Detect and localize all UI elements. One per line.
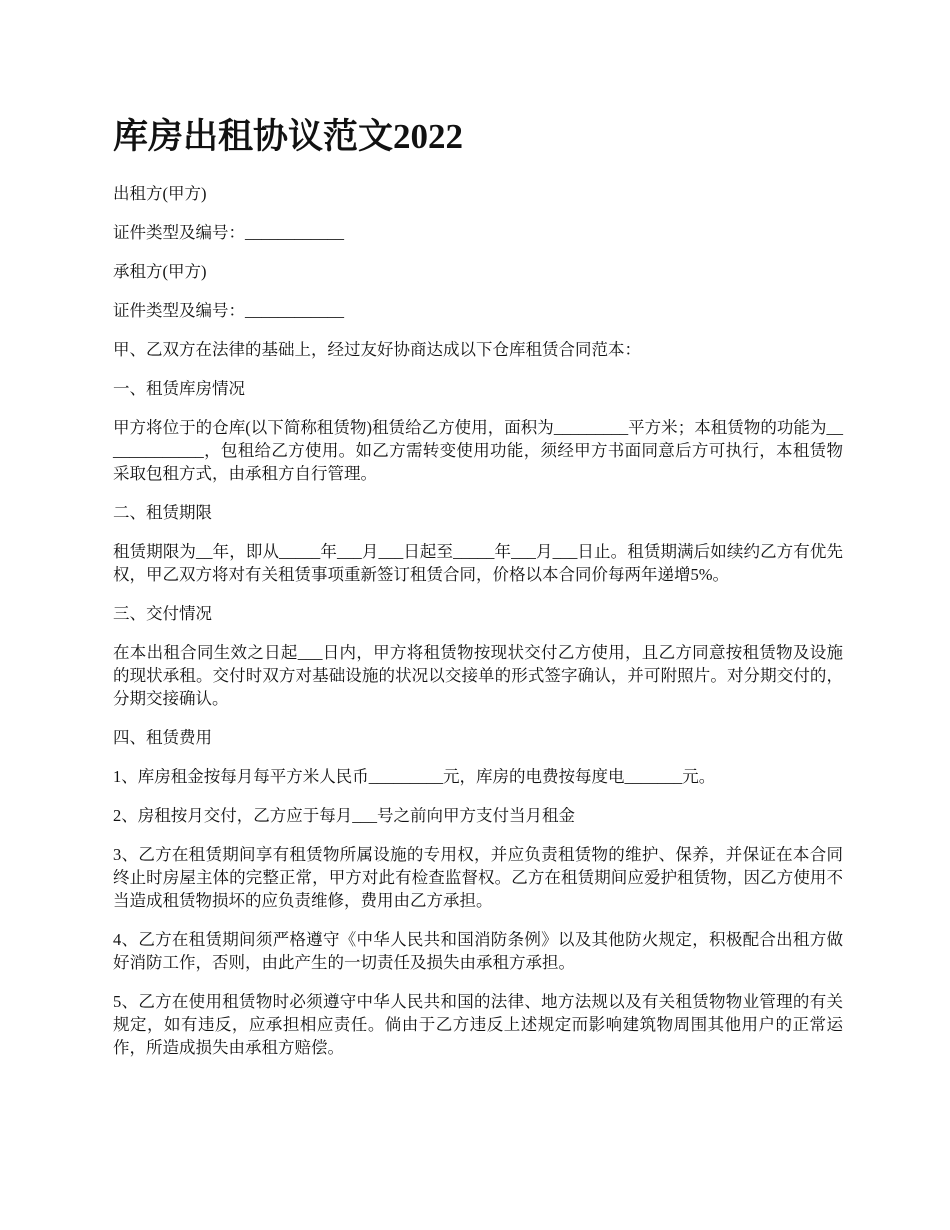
clause-4-4: 4、乙方在租赁期间须严格遵守《中华人民共和国消防条例》以及其他防火规定，积极配合出租方做好消防工作，否则，由此产生的一切责任及损失由承租方承担。 [113,930,843,972]
section-body-3: 在本出租合同生效之日起___日内，甲方将租赁物按现状交付乙方使用，且乙方同意按租赁物及设施的现状承租。交付时双方对基础设施的状况以交接单的形式签字确认，并可附照片。对分期交付的，分期交接确认。 [113,643,843,708]
section-body-1: 甲方将位于的仓库(以下简称租赁物)租赁给乙方使用，面积为_________平方米；本租赁物的功能为_____________，包租给乙方使用。如乙方需转变使用功能，须经甲方书面同意后方可执行，本租赁物采取包租方式，由承租方自行管理。 [113,418,843,483]
lessee-label: 承租方(甲方) [113,262,207,281]
section-heading-1: 一、租赁库房情况 [113,379,245,398]
section-heading-4: 四、租赁费用 [113,728,212,747]
section-heading-2: 二、租赁期限 [113,503,212,522]
clause-4-5: 5、乙方在使用租赁物时必须遵守中华人民共和国的法律、地方法规以及有关租赁物物业管理的有关规定，如有违反，应承担相应责任。倘由于乙方违反上述规定而影响建筑物周围其他用户的正常运作，所造成损失由承租方赔偿。 [113,992,843,1057]
clause-4-2: 2、房租按月交付，乙方应于每月___号之前向甲方支付当月租金 [113,806,575,825]
lessee-id-line: 证件类型及编号：____________ [113,301,344,320]
clause-4-1: 1、库房租金按每月每平方米人民币_________元，库房的电费按每度电_______元。 [113,767,716,786]
document-title: 库房出租协议范文2022 [113,117,464,156]
section-heading-3: 三、交付情况 [113,604,212,623]
section-body-2: 租赁期限为__年，即从_____年___月___日起至_____年___月___日止。租赁期满后如续约乙方有优先权，甲乙双方将对有关租赁事项重新签订租赁合同，价格以本合同价每两年递增5%。 [113,542,843,584]
lessor-label: 出租方(甲方) [113,184,207,203]
preamble: 甲、乙双方在法律的基础上，经过友好协商达成以下仓库租赁合同范本： [113,340,641,359]
clause-4-3: 3、乙方在租赁期间享有租赁物所属设施的专用权，并应负责租赁物的维护、保养，并保证在本合同终止时房屋主体的完整正常，甲方对此有检查监督权。乙方在租赁期间应爱护租赁物，因乙方使用不当造成租赁物损坏的应负责维修，费用由乙方承担。 [113,845,843,910]
lessor-id-line: 证件类型及编号：____________ [113,223,344,242]
document-page [113,112,843,1075]
